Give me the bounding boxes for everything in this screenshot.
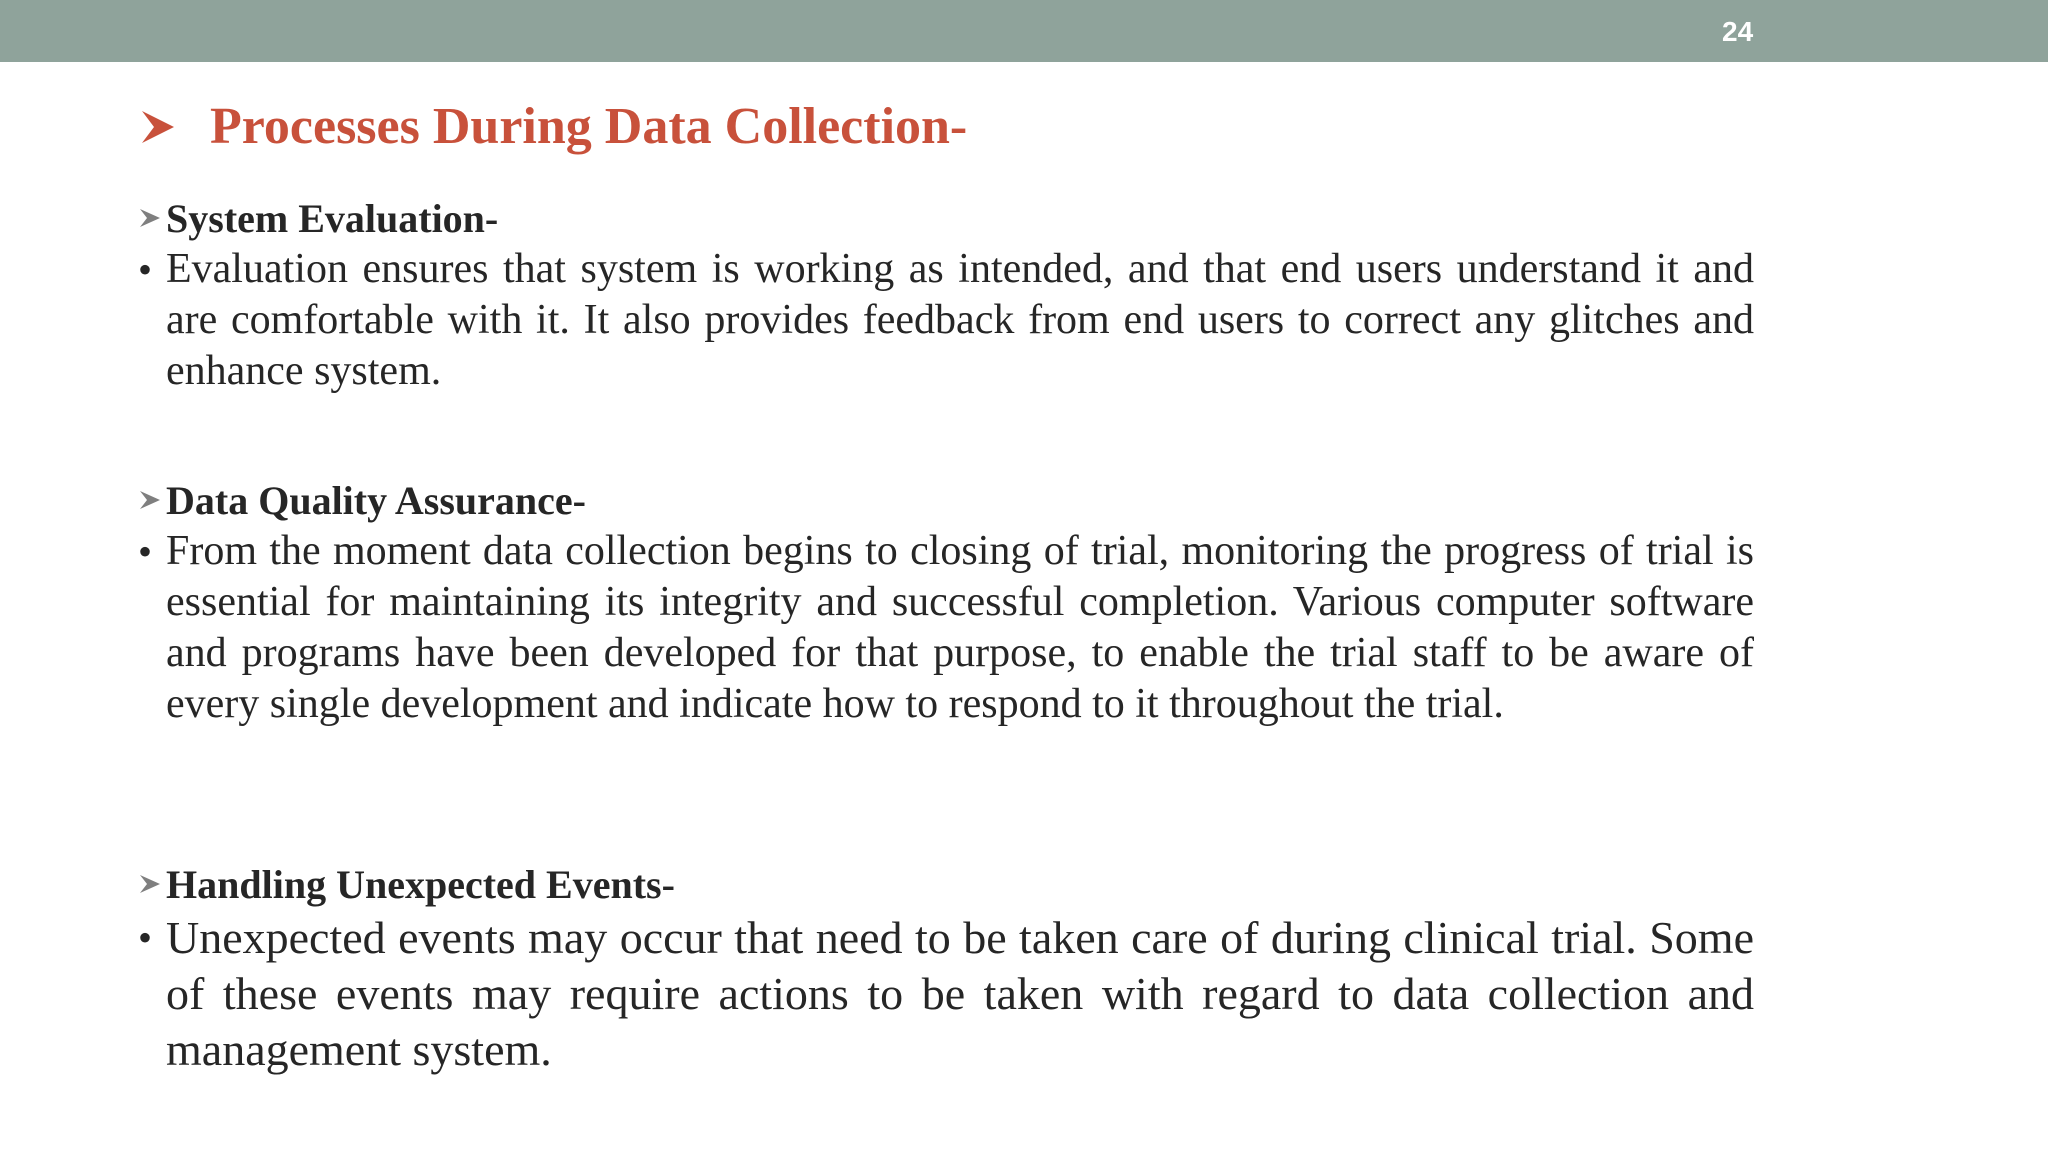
slide-header-bar — [0, 0, 2048, 62]
section-heading: Handling Unexpected Events- — [166, 861, 675, 907]
section-heading: Data Quality Assurance- — [166, 477, 586, 523]
arrowhead-icon — [138, 872, 162, 896]
section-heading-row — [138, 474, 1754, 526]
arrowhead-icon — [138, 206, 162, 230]
bullet-item — [138, 526, 1754, 730]
bullet-dot: • — [138, 247, 153, 292]
arrowhead-icon — [138, 107, 178, 147]
bullet-dot: • — [138, 529, 153, 574]
bullet-text: From the moment data collection begins to closing of trial, monitoring the progress of trial is essential for maintaining its integrity and successful completion. Various computer software and programs have been developed for that purpose, to enable the trial staff to be aware of every single development and indicate how to respond to it throughout the trial. — [166, 528, 1754, 727]
section-heading-row — [138, 192, 1754, 244]
slide-title-row — [138, 92, 967, 162]
arrowhead-icon — [138, 488, 162, 512]
slide-number: 24 — [1722, 16, 1754, 47]
section-system-evaluation — [138, 192, 1754, 397]
section-handling-unexpected-events — [138, 858, 1754, 1078]
section-heading: System Evaluation- — [166, 195, 499, 241]
section-data-quality-assurance — [138, 474, 1754, 730]
bullet-dot: • — [138, 915, 153, 960]
slide-title: Processes During Data Collection- — [210, 98, 968, 155]
bullet-item — [138, 244, 1754, 397]
bullet-item — [138, 910, 1754, 1078]
bullet-text: Evaluation ensures that system is working as intended, and that end users understand it and are comfortable with it. It also provides feedback from end users to correct any glitches and enhance system. — [166, 246, 1754, 394]
section-heading-row — [138, 858, 1754, 910]
bullet-text: Unexpected events may occur that need to be taken care of during clinical trial. Some of these events may require actions to be taken with regard to data collection and management system. — [166, 912, 1754, 1075]
